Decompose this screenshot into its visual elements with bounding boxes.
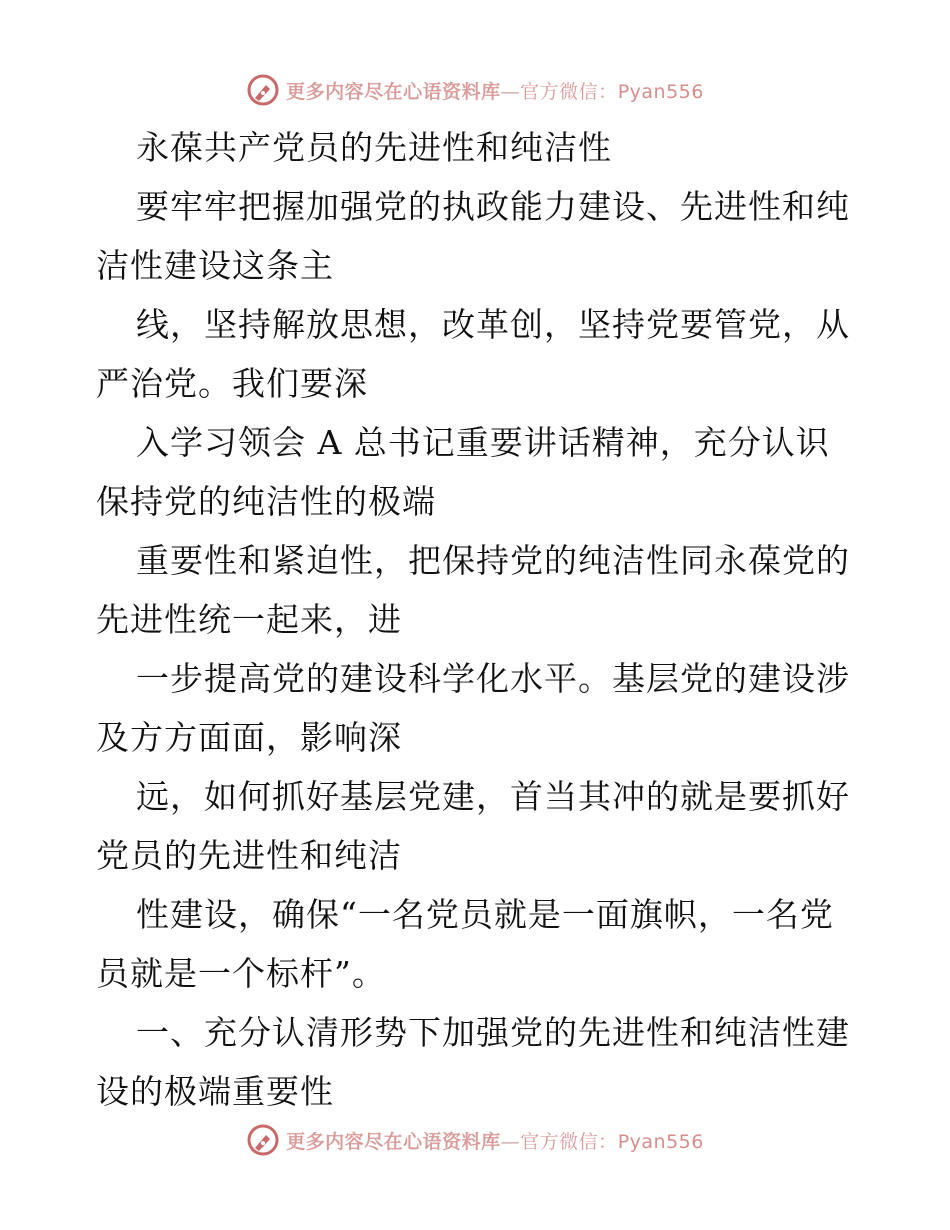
document-line: 一步提高党的建设科学化水平。基层党的建设涉 — [136, 659, 850, 698]
banner-separator: — — [500, 1130, 521, 1153]
document-line: 设的极端重要性 — [96, 1072, 334, 1111]
banner-main-text: 更多内容尽在心语资料库 — [286, 1130, 501, 1153]
document-line: 一、充分认清形势下加强党的先进性和纯洁性建 — [136, 1013, 850, 1052]
document-body — [96, 118, 866, 1121]
document-line: 重要性和紧迫性，把保持党的纯洁性同永葆党的 — [136, 541, 850, 580]
banner-text — [286, 77, 704, 104]
document-line: 洁性建设这条主 — [96, 246, 334, 285]
header-banner — [0, 70, 950, 110]
banner-wechat-label: 官方微信： — [520, 80, 618, 103]
document-line: 入学习领会 A 总书记重要讲话精神，充分认识 — [136, 423, 830, 462]
footer-banner — [0, 1120, 950, 1160]
document-line: 线，坚持解放思想，改革创，坚持党要管党，从 — [136, 305, 850, 344]
banner-wechat-handle: Pyan556 — [617, 1130, 704, 1153]
document-line: 及方方面面，影响深 — [96, 718, 402, 757]
pen-nib-circle-icon — [246, 1123, 280, 1157]
document-line: 严治党。我们要深 — [96, 364, 368, 403]
pen-nib-circle-icon — [246, 73, 280, 107]
banner-text — [286, 1127, 704, 1154]
document-line: 远，如何抓好基层党建，首当其冲的就是要抓好 — [136, 777, 850, 816]
document-line: 要牢牢把握加强党的执政能力建设、先进性和纯 — [136, 187, 850, 226]
document-line: 性建设，确保“一名党员就是一面旗帜，一名党 — [136, 895, 834, 934]
document-line: 保持党的纯洁性的极端 — [96, 482, 436, 521]
document-line: 先进性统一起来，进 — [96, 600, 402, 639]
document-line: 党员的先进性和纯洁 — [96, 836, 402, 875]
banner-main-text: 更多内容尽在心语资料库 — [286, 80, 501, 103]
document-line: 员就是一个标杆”。 — [96, 954, 386, 993]
banner-separator: — — [500, 80, 521, 103]
banner-wechat-handle: Pyan556 — [617, 80, 704, 103]
document-line: 永葆共产党员的先进性和纯洁性 — [136, 128, 612, 167]
banner-wechat-label: 官方微信： — [520, 1130, 618, 1153]
